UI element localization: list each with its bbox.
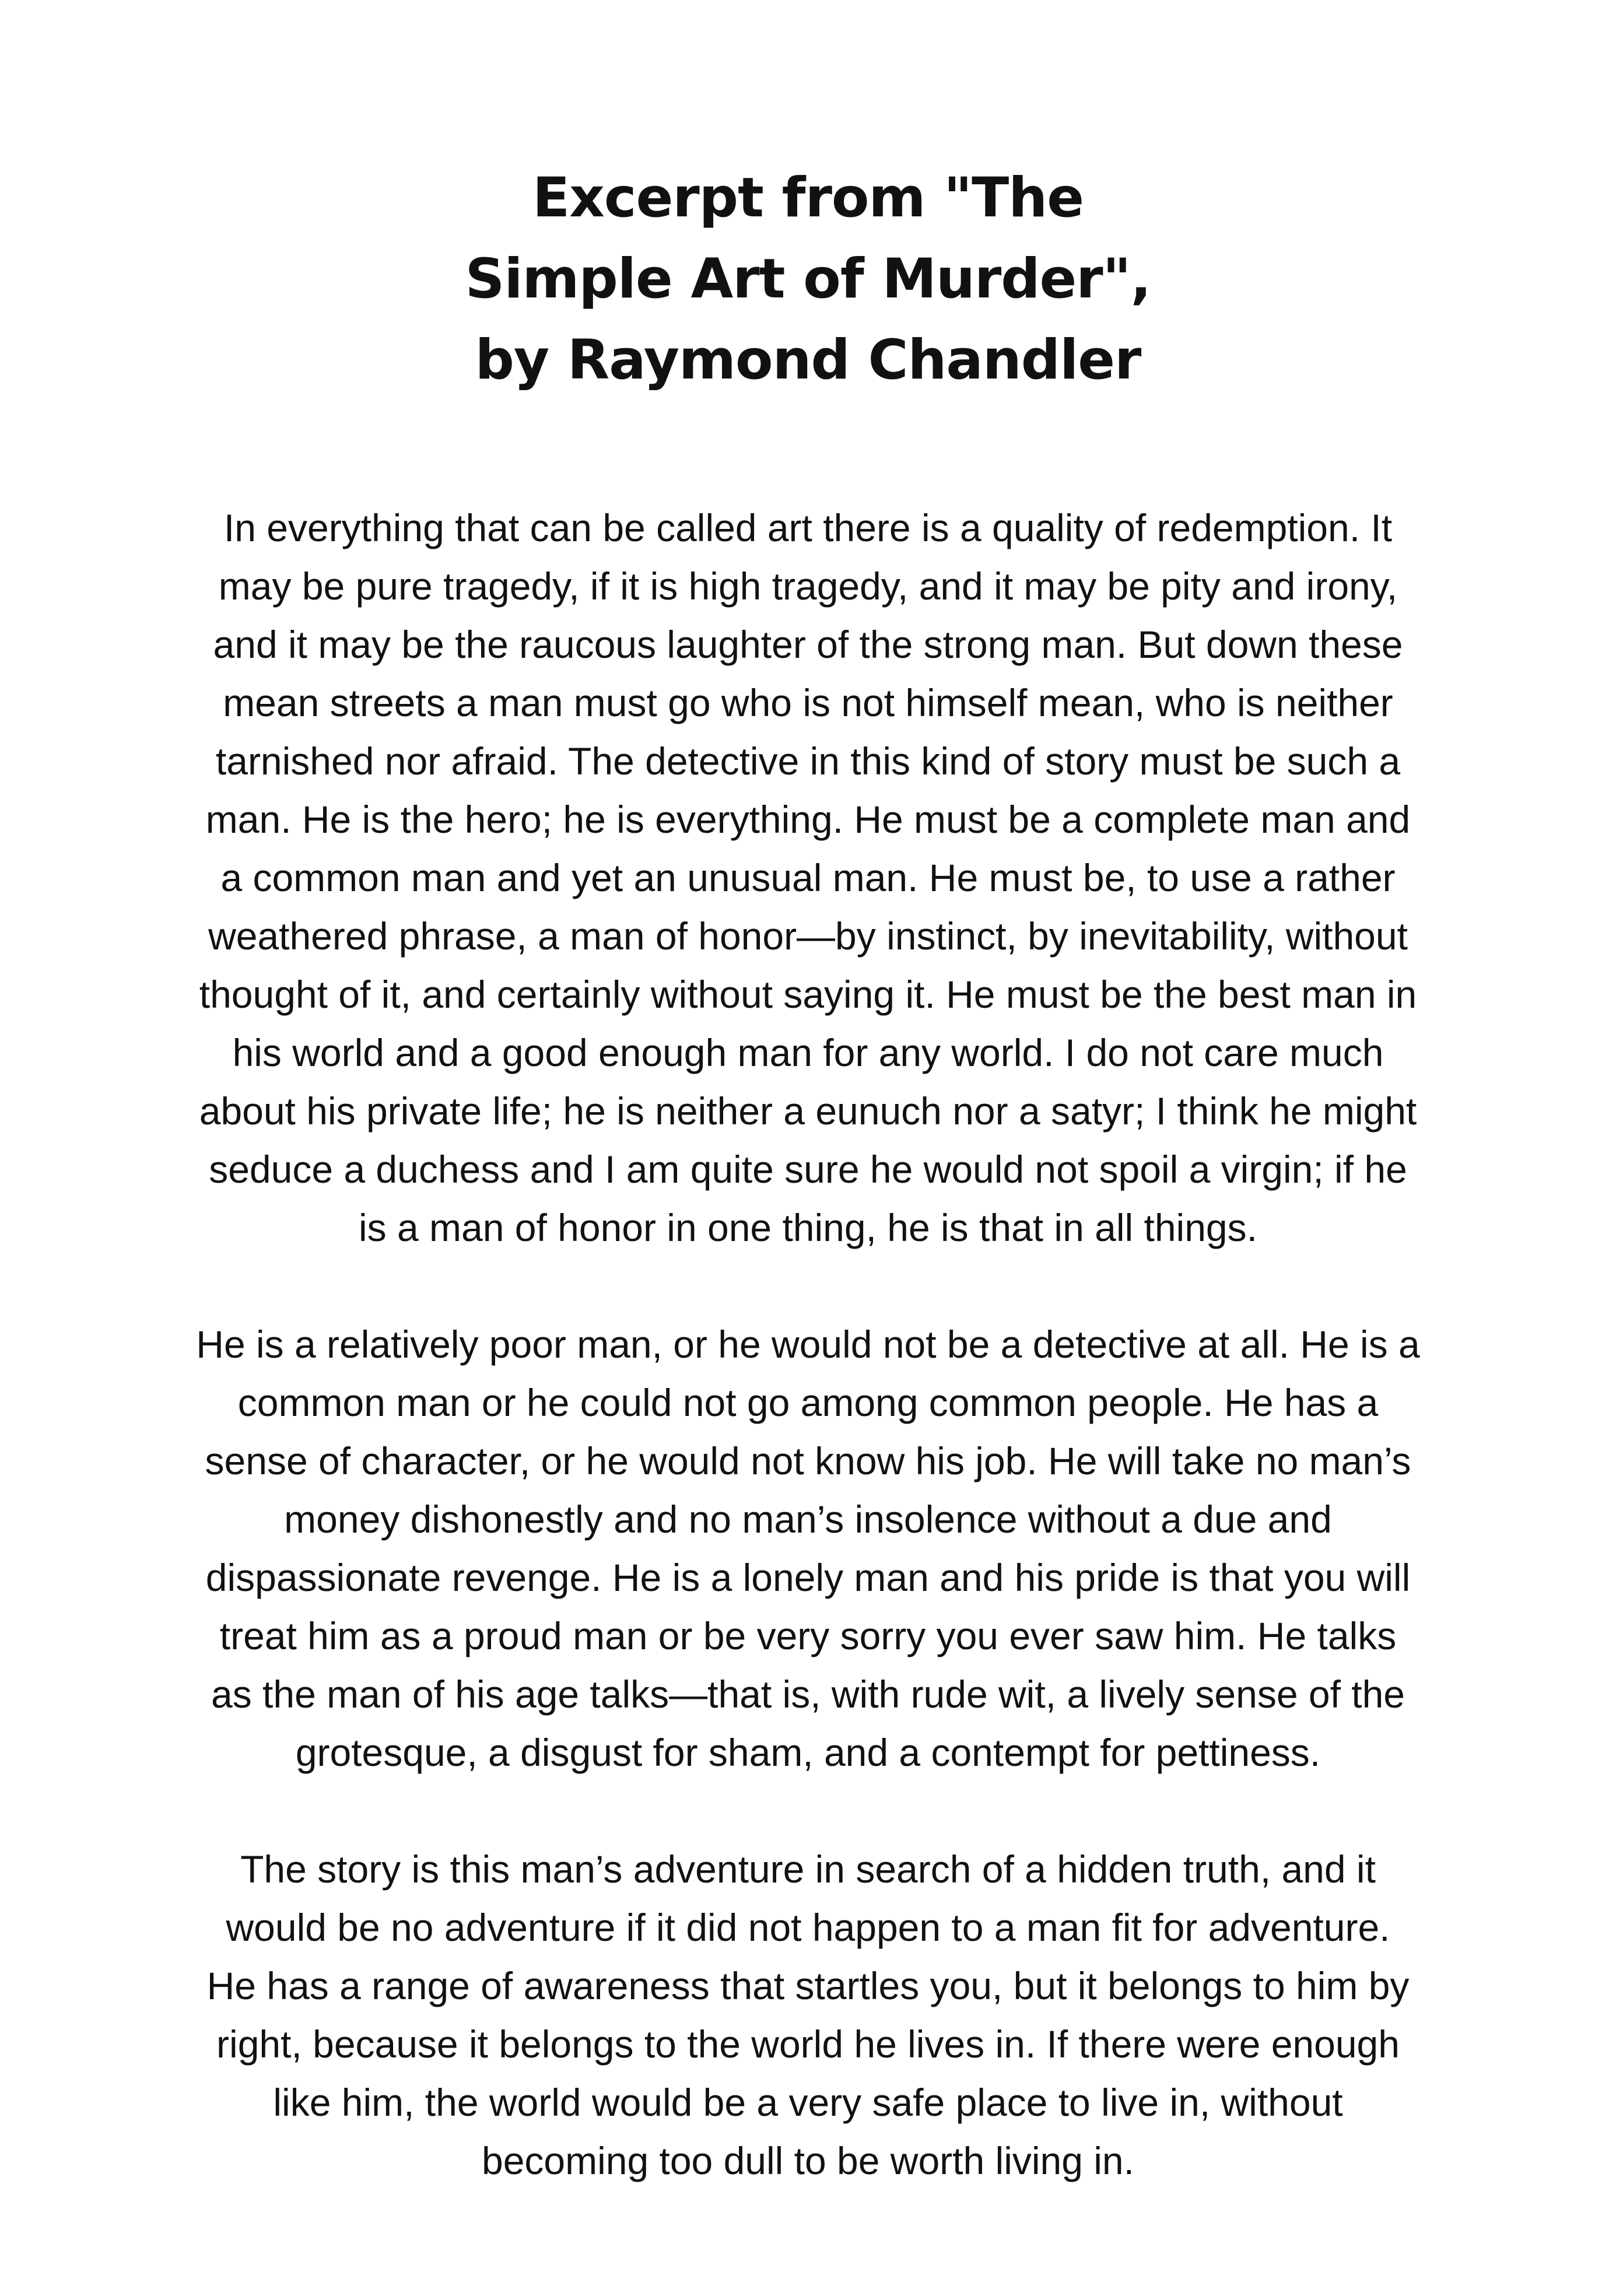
text-line: like him, the world would be a very safe place to live in, without — [273, 2081, 1343, 2124]
document-title — [0, 157, 1616, 401]
text-line: treat him as a proud man or be very sorry you ever saw him. He talks — [219, 1614, 1397, 1657]
text-line: He is a relatively poor man, or he would not be a detective at all. He is a — [196, 1323, 1420, 1366]
text-line: about his private life; he is neither a eunuch nor a satyr; I think he might — [199, 1089, 1417, 1133]
text-line: as the man of his age talks—that is, with rude wit, a lively sense of the — [211, 1673, 1405, 1716]
text-line: may be pure tragedy, if it is high tragedy, and it may be pity and irony, — [218, 565, 1398, 608]
text-line: money dishonestly and no man’s insolence without a due and — [284, 1498, 1332, 1541]
text-line: a common man and yet an unusual man. He must be, to use a rather — [220, 856, 1396, 899]
title-line: by Raymond Chandler — [475, 328, 1141, 392]
text-line: mean streets a man must go who is not himself mean, who is neither — [223, 681, 1393, 724]
text-line: In everything that can be called art there is a quality of redemption. It — [223, 506, 1393, 549]
text-line: sense of character, or he would not know his job. He will take no man’s — [205, 1439, 1411, 1482]
text-line: seduce a duchess and I am quite sure he would not spoil a virgin; if he — [209, 1148, 1407, 1191]
text-line: grotesque, a disgust for sham, and a contempt for pettiness. — [295, 1731, 1321, 1774]
title-line: Simple Art of Murder", — [465, 247, 1151, 311]
text-line: his world and a good enough man for any world. I do not care much — [232, 1031, 1384, 1074]
text-line: and it may be the raucous laughter of the strong man. But down these — [213, 623, 1403, 666]
paragraph-1 — [117, 499, 1499, 1257]
paragraph-3 — [117, 1840, 1499, 2190]
text-line: The story is this man’s adventure in search of a hidden truth, and it — [240, 1848, 1376, 1891]
text-line: tarnished nor afraid. The detective in this kind of story must be such a — [215, 739, 1401, 783]
title-line: Excerpt from "The — [532, 166, 1084, 230]
excerpt-body — [117, 499, 1499, 2248]
text-line: He has a range of awareness that startles you, but it belongs to him by — [206, 1964, 1410, 2007]
text-line: would be no adventure if it did not happen to a man fit for adventure. — [226, 1906, 1390, 1949]
text-line: man. He is the hero; he is everything. He must be a complete man and — [205, 798, 1411, 841]
text-line: weathered phrase, a man of honor—by instinct, by inevitability, without — [208, 914, 1408, 958]
text-line: becoming too dull to be worth living in. — [482, 2139, 1134, 2182]
paragraph-2 — [117, 1315, 1499, 1782]
text-line: thought of it, and certainly without saying it. He must be the best man in — [199, 973, 1417, 1016]
text-line: common man or he could not go among common people. He has a — [237, 1381, 1379, 1424]
text-line: dispassionate revenge. He is a lonely man and his pride is that you will — [205, 1556, 1411, 1599]
text-line: right, because it belongs to the world he lives in. If there were enough — [216, 2022, 1400, 2066]
text-line: is a man of honor in one thing, he is that in all things. — [359, 1206, 1257, 1249]
